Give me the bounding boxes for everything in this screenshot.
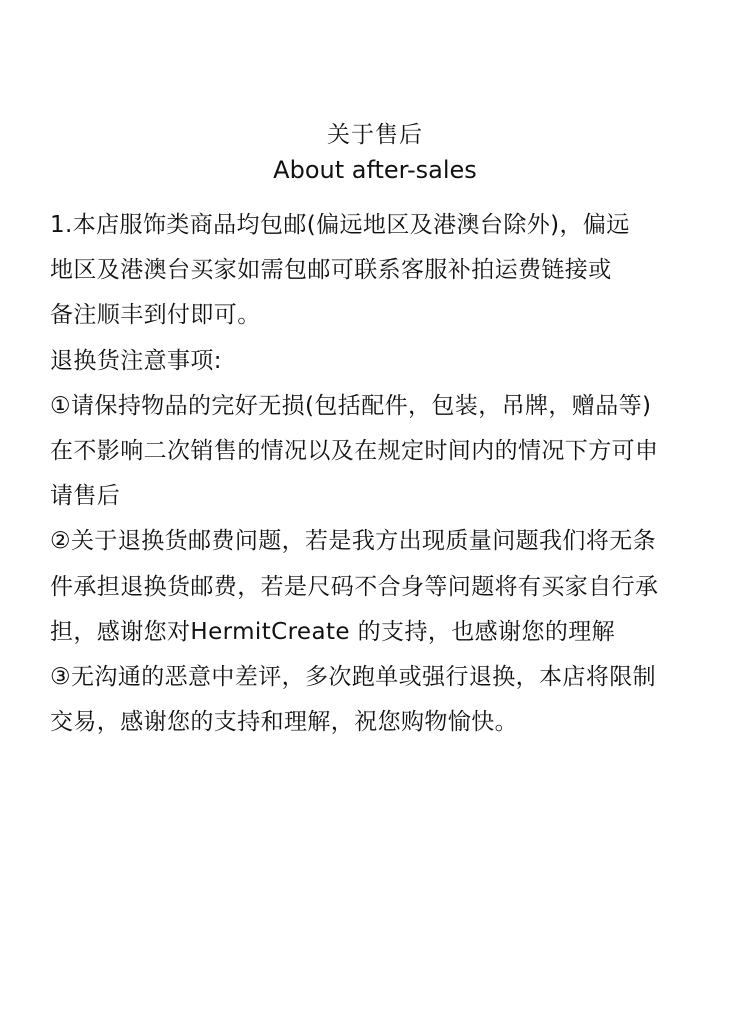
page-title-chinese: 关于售后 [327, 122, 423, 148]
notice-line-shipping-3: 备注顺丰到付即可。 [50, 302, 261, 329]
notice-line-rule3-2: 交易，感谢您的支持和理解，祝您购物愉快。 [50, 709, 518, 736]
notice-line-rule3-1: ③无沟通的恶意中差评，多次跑单或强行退换，本店将限制 [50, 664, 657, 691]
notice-line-rule2-2: 件承担退换货邮费，若是尺码不合身等问题将有买家自行承 [50, 573, 659, 600]
title-block [0, 118, 750, 188]
notice-line-return-heading: 退换货注意事项: [50, 347, 222, 374]
notice-line-rule1-1: ①请保持物品的完好无损(包括配件，包装，吊牌，赠品等) [50, 392, 652, 419]
notice-line-rule2-3: 担，感谢您对HermitCreate 的支持，也感谢您的理解 [50, 618, 616, 645]
notice-body [50, 203, 710, 745]
page-title-english: About after-sales [273, 156, 477, 184]
notice-line-rule1-2: 在不影响二次销售的情况以及在规定时间内的情况下方可申 [50, 438, 659, 465]
notice-line-shipping-2: 地区及港澳台买家如需包邮可联系客服补拍运费链接或 [50, 257, 612, 284]
notice-line-shipping-1: 1.本店服饰类商品均包邮(偏远地区及港澳台除外)，偏远 [50, 212, 630, 238]
notice-line-rule2-1: ②关于退换货邮费问题，若是我方出现质量问题我们将无条 [50, 528, 657, 555]
notice-line-rule1-3: 请售后 [50, 483, 121, 510]
